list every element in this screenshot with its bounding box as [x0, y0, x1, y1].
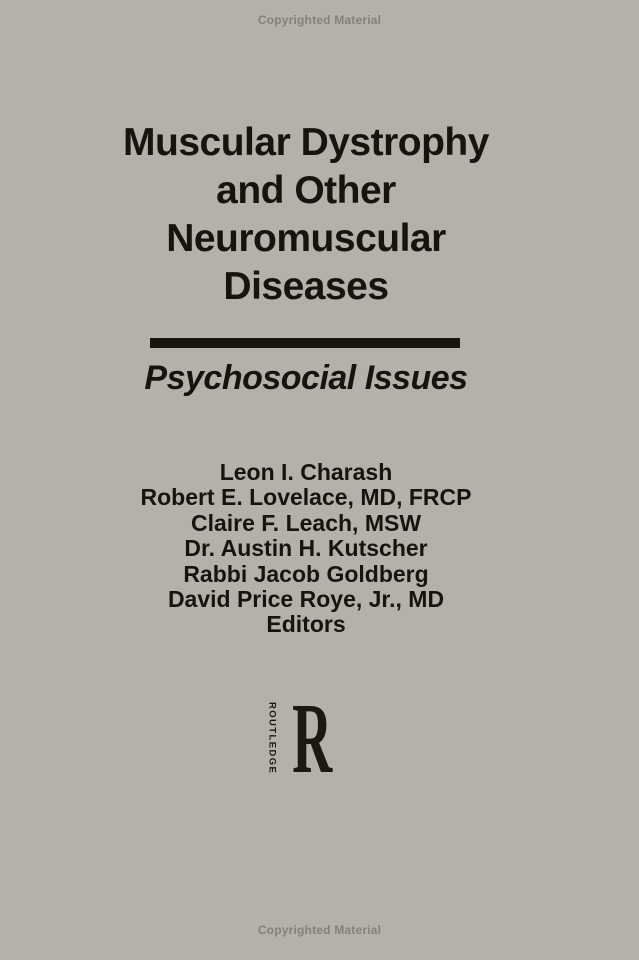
- editors-list: [0, 460, 612, 638]
- routledge-colophon: [266, 682, 352, 794]
- editor-name: Claire F. Leach, MSW: [190, 509, 422, 536]
- copyright-notice-bottom: Copyrighted Material: [257, 923, 382, 937]
- publisher-logo: [0, 682, 618, 794]
- book-title: [0, 119, 612, 311]
- book-title-line-2: and Other: [216, 169, 396, 212]
- editor-name: Robert E. Lovelace, MD, FRCP: [140, 484, 472, 511]
- publisher-name: ROUTLEDGE: [266, 701, 278, 775]
- editor-name: Dr. Austin H. Kutscher: [184, 535, 428, 562]
- editors-label: Editors: [266, 611, 346, 638]
- editor-name: Rabbi Jacob Goldberg: [183, 560, 429, 587]
- routledge-r-icon: R: [291, 682, 332, 794]
- book-title-line-3: Neuromuscular: [166, 217, 446, 260]
- book-title-line-1: Muscular Dystrophy: [123, 121, 489, 164]
- book-title-line-4: Diseases: [223, 265, 389, 308]
- editor-name: Leon I. Charash: [219, 459, 393, 485]
- editor-name: David Price Roye, Jr., MD: [167, 586, 445, 613]
- copyright-notice-top: Copyrighted Material: [257, 13, 382, 27]
- title-divider-rule: [150, 338, 460, 348]
- book-subtitle: Psychosocial Issues: [144, 359, 468, 397]
